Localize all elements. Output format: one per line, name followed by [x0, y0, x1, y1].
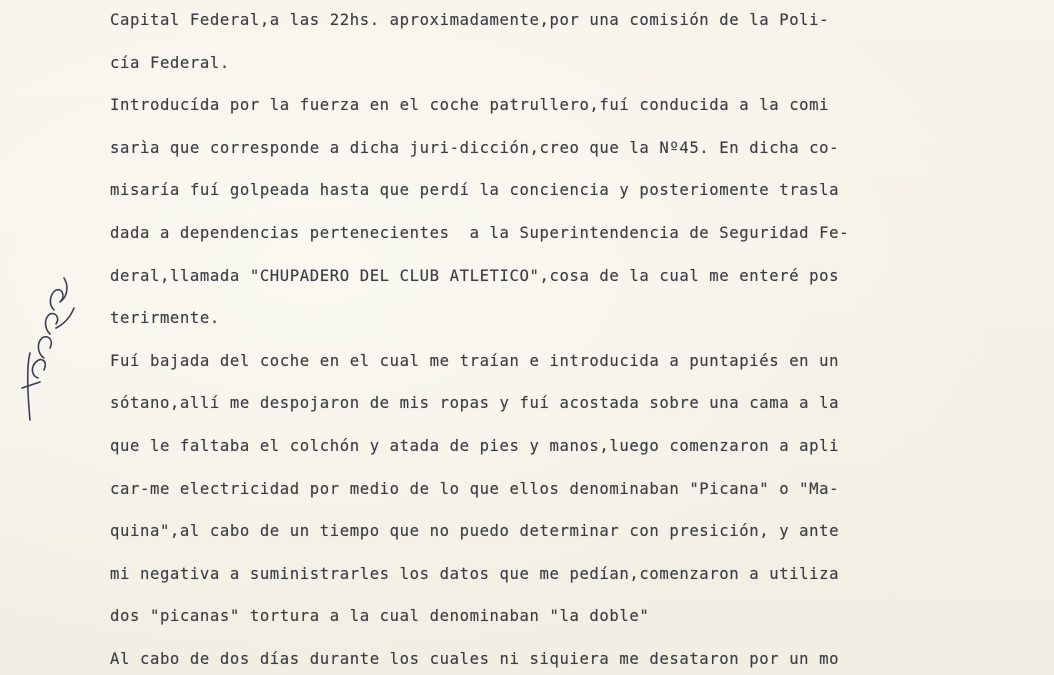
text-line: Capital Federal,a las 22hs. aproximadamente,por una comisión de la Poli- — [110, 11, 830, 29]
text-line: sarìa que corresponde a dicha juri-dicción,creo que la Nº45. En dicha co- — [110, 138, 840, 157]
text-line: terirmente. — [110, 309, 220, 328]
text-line: quina",al cabo de un tiempo que no puedo determinar con presición, y ante — [110, 522, 840, 541]
text-line: Fuí bajada del coche en el cual me traían e introducida a puntapiés en un — [110, 351, 840, 370]
text-line: que le faltaba el colchón y atada de pies y manos,luego comenzaron a apli — [110, 437, 840, 455]
text-line: car-me electricidad por medio de lo que ellos denominaban "Picana" o "Ma- — [110, 479, 840, 498]
text-line: deral,llamada "CHUPADERO DEL CLUB ATLETICO",cosa de la cual me enteré pos — [110, 266, 840, 285]
text-line: Al cabo de dos días durante los cuales ni siquiera me desataron por un mo — [110, 650, 840, 668]
text-line: sótano,allí me despojaron de mis ropas y fuí acostada sobre una cama a la — [110, 394, 840, 413]
text-line: mi negativa a suministrarles los datos que me pedían,comenzaron a utiliza — [110, 564, 840, 583]
text-line: misaría fuí golpeada hasta que perdí la conciencia y posteriomente trasla — [110, 181, 840, 200]
handwritten-signature — [8, 258, 88, 438]
text-line: dos "picanas" tortura a la cual denominaban "la doble" — [110, 607, 650, 626]
text-line: dada a dependencias pertenecientes a la Superintendencia de Seguridad Fe- — [110, 224, 850, 242]
text-line: Introducída por la fuerza en el coche patrullero,fuí conducida a la comi — [110, 96, 830, 115]
text-line: cía Federal. — [110, 53, 230, 72]
